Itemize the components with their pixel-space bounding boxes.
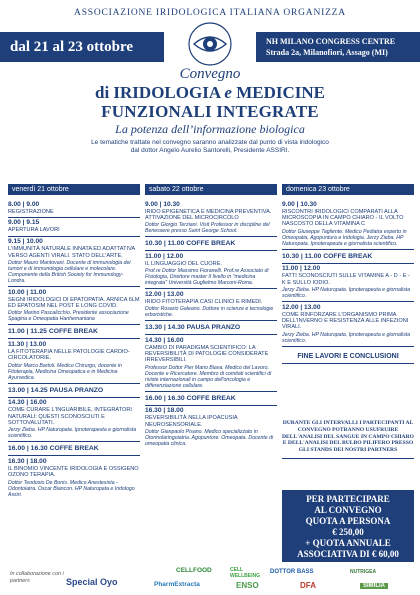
session-time: 16.30 | 18.00 <box>145 407 184 415</box>
session-time: 8.00 | 9.00 <box>8 200 40 208</box>
venue-banner <box>256 32 420 62</box>
session <box>145 199 277 237</box>
day-column-friday <box>8 184 140 500</box>
session <box>282 264 414 302</box>
session-time: 14.30 | 16.00 <box>145 336 184 344</box>
session-title: COME RINFORZARE L'ORGANISMO PRIMA DELL'INVERNO E RESISTENZA ALLE INFEZIONI VIRALI. <box>282 311 409 331</box>
title-block <box>0 66 420 155</box>
title-line-3: FUNZIONALI INTEGRATE <box>101 102 319 121</box>
day-header: venerdì 21 ottobre <box>8 184 140 195</box>
session-speaker: Professor Dottor Pier Mario Biava. Medico del Lavoro, Docente e Ricercatore. Membro di comitati scientifici di riviste internazionali in campo dell'oncologia e differenziazione cellulare. <box>145 364 272 389</box>
session <box>145 335 277 392</box>
session-title: IL LINGUAGGIO DEL CUORE. <box>145 260 222 267</box>
sponsor-logo-special-oyo: Special Oyo <box>66 577 118 587</box>
session <box>145 406 277 449</box>
session <box>8 218 140 237</box>
price-line-3: QUOTA A PERSONA <box>305 516 391 526</box>
day-column-sunday <box>282 184 414 364</box>
session-time: 16.30 | 18.00 <box>8 457 47 465</box>
title-line-2 <box>0 83 420 102</box>
session-speaker: Dottor Mauro Mantovani. Docente di immunologia dei tumori e di immunologia cellulare e molecolare. Componente della British Society for Immunology-Londra. <box>8 260 131 285</box>
session-title: COME CURARE L'INGUARIBILE, INTEGRATORI NATURALI: QUESTI SCONOSCIUTI E SOTTOVALUTATI. <box>8 407 132 427</box>
title-e: e <box>224 83 232 102</box>
intro-line-2: dal dottor Angelo Aurelio Santorelli, Presidente ASSIRI. <box>130 147 290 154</box>
session-time: 10.00 | 11.00 <box>8 288 47 296</box>
price-line-4: € 250,00 <box>332 527 364 537</box>
price-box <box>282 490 414 562</box>
break-slot: 16.00 | 16.30 COFFE BREAK <box>8 442 140 456</box>
session <box>145 251 277 289</box>
session <box>282 199 414 250</box>
sponsor-logo-dfa: DFA <box>300 581 316 590</box>
intervals-notice: DURANTE GLI INTERVALLI I PARTECIPANTI AL CONVEGNO POTRANNO USUFRUIRE DELL'ANALISI DEL SANGUE IN CAMPO CHIARO E DELL'ANALISI DEL BULBO PILIFERO PRESSO GLI STANDS DEI NOSTRI PARTNERS <box>282 420 414 459</box>
venue-address: Strada 2a, Milanofiori, Assago (MI) <box>266 48 388 57</box>
session-title: SEGNI IRIDOLOGICI DI EPATOPATIA. ARNICA 6LM ED EPATOSIM NEL POST E LONG COVID. <box>8 296 140 310</box>
session <box>8 287 140 325</box>
closing-label: FINE LAVORI E CONCLUSIONI <box>282 353 414 364</box>
session-speaker: Dottor Gianpaolo Pisano. Medico specializzato in Otorinolaringoiatria. Agopuntore. Omeopata. Docente di omeopatia clinica. <box>145 429 274 448</box>
session <box>8 456 140 499</box>
date-banner <box>0 32 164 62</box>
session-time: 9.00 | 10.30 <box>145 200 180 208</box>
break-slot: 13.00 | 14.25 PAUSA PRANZO <box>8 384 140 398</box>
title-medicine: MEDICINE <box>236 83 326 102</box>
session-speaker: Dottor Marino Pascalicchio. Presidente associazione Spagiria e Omeopatia Hanhemaniana <box>8 310 129 323</box>
sponsor-logo-nutrigea: NUTRIGEA <box>350 569 377 575</box>
sponsor-logo-cellfood: CELLFOOD <box>176 567 212 574</box>
title-convegno: Convegno <box>179 66 241 82</box>
session-time: 11.00 | 12.00 <box>145 252 184 260</box>
session <box>282 302 414 347</box>
sponsor-logo-similia: SIMILIA <box>360 583 388 589</box>
break-slot: 10.30 | 11.00 COFFE BREAK <box>145 237 277 251</box>
session-title: RISCONTRI IRIDOLOGICI COMPARATI ALLA MICROSCOPIA IN CAMPO CHIARO - IL VOLTO NASCOSTO DELLA VITAMINA C <box>282 208 404 228</box>
session-title: L'IMMUNITÀ NATURALE INNATA ED ADATTATIVA VERSO AGENTI VIRALI. STATO DELL'ARTE. <box>8 246 135 259</box>
session-title: CAMBIO DI PARADIGMA SCIENTIFICO: LA REVERSIBILITÀ DI PATOLOGIE CONSIDERATE IRREVERSIBILI. <box>145 344 269 364</box>
session-time: 9.00 | 10.30 <box>282 200 317 208</box>
session-time: 11.00 | 12.00 <box>282 265 321 273</box>
day-header: domenica 23 ottobre <box>282 184 414 195</box>
price-line-1: PER PARTECIPARE <box>306 494 390 504</box>
price-line-6: ASSOCIATIVA DI € 60,00 <box>297 549 399 559</box>
session-title: IRIDO FITOTERAPIA CASI CLINICI E RIMEDI. <box>145 298 263 305</box>
collaboration-text: In collaborazione con i partners <box>10 571 64 584</box>
break-slot: 11.00 | 11.25 COFFE BREAK <box>8 325 140 339</box>
price-line-2: AL CONVEGNO <box>314 505 382 515</box>
sponsor-logo-pharmextracta: PharmExtracta <box>154 581 200 588</box>
session-speaker: Prof.re Dottor Massimo Fioranelli. Prof.re Associato di Fisiologia, Direttore master II livello in "medicina integrata" Università Guglielmo Marconi-Roma. <box>145 268 269 287</box>
session-title: REGISTRAZIONE <box>8 208 54 215</box>
session-title: APERTURA LAVORI <box>8 227 60 234</box>
session-title: IRIDO EPIGENETICA E MEDICINA PREVENTIVA. ATTIVAZIONE DEL MICROCIRCOLO <box>145 208 272 221</box>
subtitle: La potenza dell’informazione biologica <box>115 122 305 136</box>
assiri-eye-logo <box>186 20 234 68</box>
session-title: FATTI SCONOSCIUTI SULLE VITAMINE A - D - E - K E SULLO IODIO. <box>282 273 410 286</box>
break-slot: 13.30 | 14.30 PAUSA PRANZO <box>145 321 277 335</box>
sponsor-logo-enso: ENSO <box>236 581 259 590</box>
session-time: 12.00 | 13.00 <box>145 290 184 298</box>
session-title: IL BINOMIO VINCENTE IRIDOLOGIA E OSSIGENO OZONO TERAPIA. <box>8 465 139 479</box>
session-time: 9.15 | 10.00 <box>8 238 43 246</box>
price-line-5: + QUOTA ANNUALE <box>305 538 391 548</box>
session-speaker: Jerzy Zieba. HP Naturopata. Ipnoterapeuta e giornalista scientifico. <box>282 287 411 300</box>
session-time: 12.00 | 13.00 <box>282 303 321 311</box>
session-time: 14.30 | 16.00 <box>8 399 47 407</box>
session-time: 11.30 | 13.00 <box>8 340 47 348</box>
day-header: sabato 22 ottobre <box>145 184 277 195</box>
organization-header: ASSOCIAZIONE IRIDOLOGICA ITALIANA ORGANIZZA <box>74 8 346 18</box>
session-speaker: Dottor Giorgio Terziani. Visit Professor in discipline del Benessere presso Saint George School. <box>145 222 270 235</box>
sponsor-logo-dottor-bass: DOTTOR BASS <box>270 569 314 575</box>
session-time: 9.00 | 9.15 <box>8 219 40 227</box>
session-speaker: Dottor Marco Bartoli. Medico Chirurgo, docente in Fitoterapia, Medicina Omeopatica e in Medicina Ayurvedica. <box>8 362 122 381</box>
session-title: LA FITOTERAPIA NELLE PATOLOGIE CARDIO-CIRCOLATORIE. <box>8 348 130 362</box>
break-slot: 10.30 | 11.00 COFFE BREAK <box>282 250 414 264</box>
event-dates: dal 21 al 23 ottobre <box>10 39 134 55</box>
session-speaker: Dottor Teodosio De Bonis. Medico Anestesista - Odontoiatra. Oscar Biancon. HP Naturopata e Iridologo Assiri. <box>8 479 135 498</box>
session <box>145 289 277 321</box>
session-title: REVERSIBILITÀ NELLA IPOACUSIA NEUROSENSORIALE. <box>145 415 238 428</box>
session <box>8 199 140 218</box>
intro-line-1: Le tematiche trattate nel convegno saranno analizzate dal punto di vista iridologico <box>91 139 329 146</box>
session <box>8 237 140 287</box>
sponsor-logo-cellwellbeing: CELL WELLBEING <box>230 567 260 579</box>
break-slot: 16.00 | 16.30 COFFE BREAK <box>145 392 277 406</box>
session-speaker: Dottor Giuseppe Tagliente. Medico Pediatra esperto in Omeopatia, Agopuntura e Iridologia. Jerzy Zieba. HP Naturopata. Ipnoterapeuta e giornalista scientifico. <box>282 228 407 247</box>
session-speaker: Dottor Rosario Galeano. Dottore in scienze e tecnologie erboristiche. <box>145 306 274 319</box>
session-speaker: Jerzy Zieba. HP Naturopata. Ipnoterapeuta e giornalista scientifico. <box>282 331 411 344</box>
session <box>8 339 140 383</box>
session <box>8 398 140 443</box>
title-iridologia: di IRIDOLOGIA <box>94 83 221 102</box>
footer <box>0 565 420 595</box>
day-column-saturday <box>145 184 277 449</box>
venue-name: NH MILANO CONGRESS CENTRE <box>266 37 396 46</box>
session-speaker: Jerzy Zieba. HP Naturopata. Ipnoterapeuta e giornalista scientifico. <box>8 427 137 440</box>
